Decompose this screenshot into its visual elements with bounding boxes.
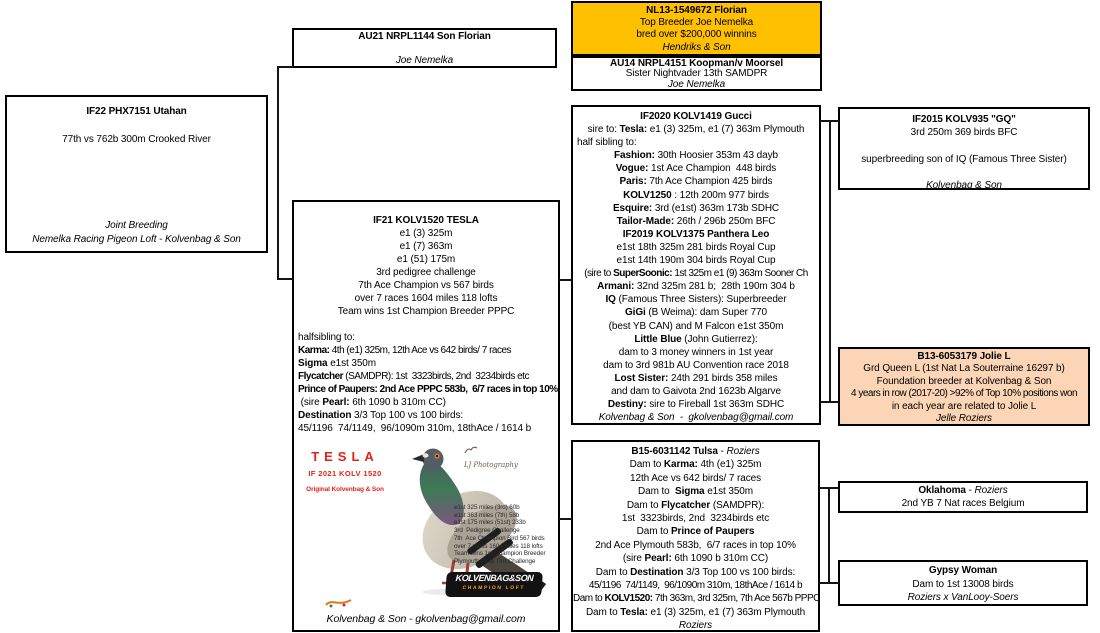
text-line: e1st 325 miles (3rd) 60b: [454, 504, 520, 511]
text-line: Destination 3/3 Top 100 vs 100 birds:: [298, 410, 464, 421]
box-oklahoma-grandsire: [838, 481, 1088, 513]
text-line: over 7 races 1604 miles 118 lofts: [354, 293, 498, 304]
text-line: Dam to Flycatcher (SAMDPR):: [626, 499, 765, 511]
text-line: Lost Sister: 24th 291 birds 358 miles: [614, 372, 778, 384]
text-line: [7, 162, 266, 176]
text-line: over 7 races 1604 miles 118 lofts: [454, 542, 543, 550]
text-line: [7, 190, 266, 204]
text-line: [7, 176, 266, 190]
text-line: Team wins 1st Champion Breeder: [454, 550, 546, 558]
text-line: e1st 14th 190m 304 birds Royal Cup: [616, 255, 776, 267]
text-line: e1 (51) 175m: [396, 254, 456, 265]
text-line: [7, 204, 266, 218]
connector-line: [559, 518, 572, 520]
text-line: IQ (Famous Three Sisters): Superbreeder: [605, 294, 787, 306]
text-line: Dam to Sigma e1st 350m: [638, 486, 753, 498]
connector-line: [277, 278, 293, 280]
text-line: 4 years in row (2017-20) >92% of Top 10% positions won: [850, 388, 1078, 400]
connector-line: [819, 582, 839, 584]
text-line: dam to 3 money winners in 1st year: [618, 346, 774, 358]
connector-line: [820, 401, 839, 403]
text-line: (sire Pearl: 6th 1090 b 310m CC): [622, 553, 769, 565]
text-line: Hendriks & Son: [662, 41, 731, 53]
text-line: and dam to Gaivota 2nd 1623b Algarve: [611, 385, 781, 397]
photographer-watermark: [464, 446, 518, 472]
text-line: e1 (7) 363m: [399, 241, 453, 252]
tesla-ring-number: IF 2021 KOLV 1520: [308, 469, 382, 478]
text-line: 2nd YB 7 Nat races Belgium: [901, 498, 1025, 509]
text-line: Grd Queen L (1st Nat La Souterraine 16297 b): [863, 363, 1065, 375]
text-line: [840, 166, 1088, 179]
text-line: AU14 NRPL4151 Koopman/v Moorsel: [609, 58, 784, 69]
text-line: 7th Ace Champion vs 567 birds: [358, 280, 494, 291]
text-line: AU21 NRPL1144 Son Florian: [358, 31, 491, 42]
text-line: Fashion: 30th Hoosier 353m 43 dayb: [614, 150, 778, 162]
text-line: B15-6031142 Tulsa - Roziers: [631, 446, 760, 457]
text-line: Dam to Tesla: e1 (3) 325m, e1 (7) 363m Plymouth: [585, 606, 806, 618]
text-line: [7, 148, 266, 162]
text-line: 45/1196 74/1149, 96/1090m 310m, 18thAce / 1614 b: [588, 580, 803, 592]
text-line: halfsibling to:: [298, 332, 355, 343]
text-line: Esquire: 3rd (e1st) 363m 173b SDHC: [612, 202, 780, 214]
connector-line: [829, 120, 831, 403]
text-line: 3rd Pedigree Challenge: [454, 527, 520, 535]
text-line: Prince of Paupers: 2nd Ace PPPC 583b, 6/7 races in top 10%: [298, 384, 558, 395]
text-line: IF2020 KOLV1419 Gucci: [640, 111, 752, 122]
text-line: 45/1196 74/1149, 96/1090m 310m, 18thAce / 1614 b: [298, 423, 532, 434]
text-line: dam to 3rd 981b AU Convention race 2018: [603, 359, 789, 371]
text-line: sire to: Tesla: e1 (3) 325m, e1 (7) 363m Plymouth: [587, 124, 805, 136]
text-line: Sister Nightvader 13th SAMDPR: [625, 68, 768, 80]
text-line: Foundation breeder at Kolvenbag & Son: [876, 375, 1052, 387]
text-line: NL13-1549672 Florian: [646, 5, 747, 16]
text-line: 3rd pedigree challenge: [376, 267, 476, 278]
box-gq-grandsire: [838, 107, 1090, 190]
text-line: Plymouth Peak Pro Challenge: [454, 557, 536, 565]
text-line: Dam to Karma: 4th (e1) 325m: [629, 459, 762, 471]
text-line: Oklahoma - Roziers: [918, 485, 1008, 496]
text-line: 1st 3323birds, 2nd 3234birds etc: [621, 513, 770, 525]
text-line: Sigma e1st 350m: [298, 358, 376, 369]
text-line: IF21 KOLV1520 TESLA: [373, 215, 479, 226]
tesla-logo-word: TESLA: [311, 449, 379, 464]
text-line: Jelle Roziers: [936, 413, 992, 425]
text-line: Dam to Prince of Paupers: [636, 526, 755, 538]
text-line: KOLV1250 : 12th 200m 977 birds: [623, 189, 769, 201]
text-line: 77th vs 762b 300m Crooked River: [62, 134, 211, 146]
box-florian-highlighted: [571, 1, 822, 56]
text-line: Vogue: 1st Ace Champion 448 birds: [615, 163, 777, 175]
text-line: Joint Breeding: [105, 219, 168, 231]
tesla-photo-area: [294, 440, 558, 616]
box-gucci-sire: [571, 105, 821, 425]
achievement-list: [454, 504, 546, 566]
tesla-footer-contact: Kolvenbag & Son - gkolvenbag@gmail.com: [326, 613, 526, 625]
watermark-text: LJ Photography: [464, 461, 518, 469]
text-line: 3rd 250m 369 birds BFC: [910, 127, 1018, 139]
connector-line: [277, 66, 279, 280]
box-au14-koopman: [571, 56, 822, 91]
loft-logo-tagline: CHAMPION LOFT: [462, 585, 526, 591]
text-line: Joe Nemelka: [667, 78, 726, 90]
text-line: GiGi (B Weima): dam Super 770: [625, 307, 767, 319]
text-line: Kolvenbag & Son: [926, 180, 1002, 192]
text-line: B13-6053179 Jolie L: [917, 351, 1011, 362]
text-line: e1 (3) 325m: [399, 228, 453, 239]
watermark-bird-icon: [464, 446, 478, 454]
text-line: Joe Nemelka: [395, 55, 454, 66]
text-line: Karma: 4th (e1) 325m, 12th Ace vs 642 birds/ 7 races: [298, 345, 512, 356]
box-son-florian-sire: [292, 28, 557, 68]
text-line: Dam to Destination 3/3 Top 100 vs 100 birds:: [595, 566, 796, 578]
text-line: bred over $200,000 winnins: [636, 29, 757, 41]
text-line: 2nd Ace Plymouth 583b, 6/7 races in top 10%: [595, 539, 796, 551]
text-line: Nemelka Racing Pigeon Loft - Kolvenbag & Son: [32, 233, 241, 245]
box-tesla-subject: [292, 200, 560, 632]
text-line: Little Blue (John Gutierrez):: [634, 333, 758, 345]
text-line: e1st 363 miles (7th) 58b: [454, 511, 520, 519]
text-line: Dam to KOLV1520: 7th 363m, 3rd 325m, 7th Ace 567b PPPC: [573, 593, 820, 605]
text-line: IF2019 KOLV1375 Panthera Leo: [622, 228, 770, 240]
text-line: (best YB CAN) and M Falcon e1st 350m: [608, 320, 784, 332]
text-line: [294, 43, 555, 55]
text-line: e1st 18th 325m 281 birds Royal Cup: [616, 241, 776, 253]
text-line: superbreeding son of IQ (Famous Three Sister): [861, 153, 1067, 165]
text-line: Paris: 7th Ace Champion 425 birds: [619, 176, 773, 188]
text-line: Roziers: [678, 620, 713, 632]
text-line: Gypsy Woman: [928, 565, 998, 576]
connector-line: [559, 279, 572, 281]
text-line: (sire Pearl: 6th 1090 b 310m CC): [298, 397, 446, 408]
text-line: Roziers x VanLooy-Soers: [907, 592, 1019, 603]
text-line: Dam to 1st 13008 birds: [912, 578, 1014, 590]
text-line: Armani: 32nd 325m 281 b; 28th 190m 304 b: [597, 281, 795, 293]
loft-logo-name: KOLVENBAG&SON: [455, 573, 534, 583]
tesla-origin-label: Original Kolvenbag & Son: [306, 486, 384, 493]
text-line: IF22 PHX7151 Utahan: [86, 106, 187, 117]
box-jolie-granddam-highlighted: [838, 347, 1090, 426]
text-line: Flycatcher (SAMDPR): 1st 3323birds, 2nd 3234birds etc: [298, 371, 529, 382]
text-line: 12th Ace vs 642 birds/ 7 races: [630, 472, 761, 484]
box-gypsy-woman-granddam: [838, 560, 1088, 606]
text-line: [840, 139, 1088, 152]
text-line: Team wins 1st Champion Breeder PPPC: [337, 306, 515, 317]
text-line: in each year are related to Jolie L: [891, 400, 1037, 412]
text-line: (sire to SuperSoonic: 1st 325m e1 (9) 363m Sooner Ch: [584, 268, 808, 280]
text-line: Top Breeder Joe Nemelka: [639, 17, 754, 29]
tesla-brand-logo: [302, 450, 388, 496]
text-line: IF2015 KOLV935 "GQ": [912, 114, 1016, 125]
text-line: Tailor-Made: 26th / 296b 250m BFC: [616, 215, 776, 227]
text-line: half sibling to:: [577, 137, 637, 149]
text-line: Kolvenbag & Son - gkolvenbag@gmail.com: [598, 412, 794, 424]
text-line: [7, 119, 266, 133]
connector-line: [277, 66, 293, 68]
text-line: Destiny: sire to Fireball 1st 363m SDHC: [607, 399, 785, 411]
text-line: [294, 318, 558, 331]
tesla-text-block: [294, 214, 558, 435]
connector-line: [828, 487, 830, 584]
text-line: 7th Ace Champion Bird 567 birds: [454, 534, 545, 542]
box-utahan-offspring: [5, 95, 268, 253]
box-tulsa-dam: [571, 440, 820, 632]
kolvenbag-loft-logo: [445, 572, 543, 597]
text-line: e1st 175 miles (51st) 233b: [454, 519, 526, 527]
signature-mark: [324, 596, 354, 610]
